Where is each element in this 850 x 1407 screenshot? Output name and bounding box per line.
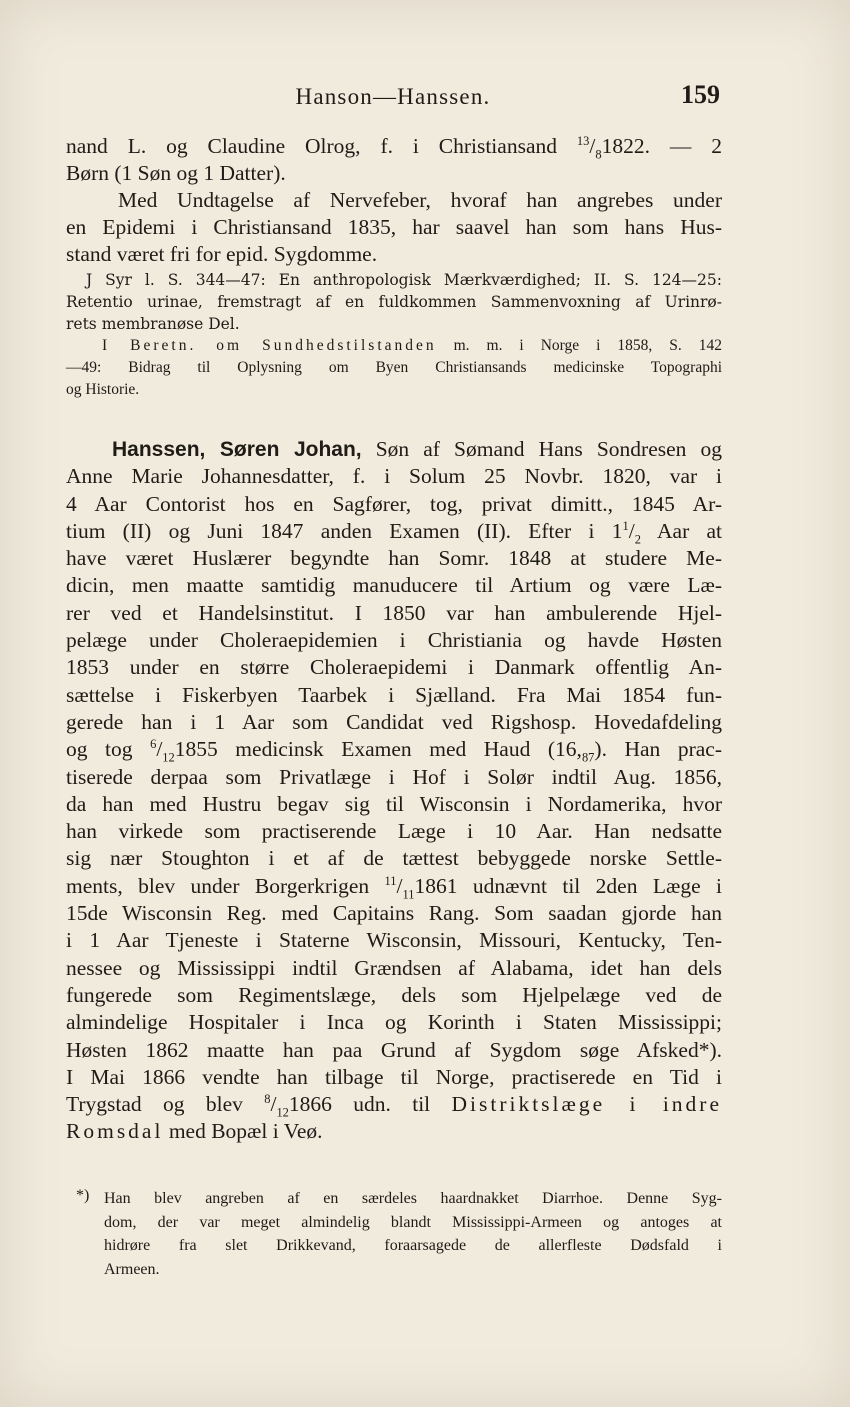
text-line: gerede han i 1 Aar som Candidat ved Rigshosp. Hovedafdeling [66, 709, 722, 734]
hanson-entry-continuation [66, 133, 722, 268]
footnote [66, 1187, 722, 1281]
text-line: Armeen. [104, 1260, 160, 1278]
text-line: sættelse i Fiskerbyen Taarbek i Sjælland. Fra Mai 1854 fun- [66, 682, 722, 707]
text-line: Med Undtagelse af Nervefeber, hvoraf han angrebes under [118, 188, 722, 212]
text-line: hidrøre fra slet Drikkevand, foraarsagede de allerfleste Dødsfald i [104, 1237, 722, 1254]
text-line: I Mai 1866 vendte han tilbage til Norge, practiserede en Tid i [66, 1064, 722, 1089]
text-line: da han med Hustru begav sig til Wisconsin i Nordamerika, hvor [66, 791, 722, 816]
text-line: dom, der var meget almindelig blandt Mississippi-Armeen og antoges at [104, 1213, 722, 1231]
text-line: Hanssen, Søren Johan, Søn af Sømand Hans Sondresen og [112, 437, 722, 461]
text-line: almindelige Hospitaler i Inca og Korinth i Staten Mississippi; [66, 1010, 722, 1035]
page-number: 159 [681, 80, 720, 109]
text-line: nand L. og Claudine Olrog, f. i Christiansand $^{13}/_81822$. — 2 [66, 133, 722, 162]
text-line: dicin, men maatte samtidig manuducere til Artium og være Læ- [66, 573, 722, 598]
running-title: Hanson—Hanssen. [295, 84, 491, 109]
text-line: 15de Wisconsin Reg. med Capitains Rang. Som saadan gjorde han [66, 901, 722, 926]
hanssen-entry [66, 436, 722, 1146]
text-line: en Epidemi i Christiansand 1835, har saavel han som hans Hus- [66, 215, 722, 239]
text-line: Trygstad og blev $^8/_{12}1866$ udn. til Distriktslæge i indre [66, 1091, 722, 1120]
text-line: og tog $^6/_{12}1855$ medicinsk Examen med Haud $(16,_{87})$. Han prac- [66, 737, 723, 765]
text-line: nessee og Mississippi indtil Grændsen af Alabama, idet han dels [66, 955, 722, 980]
text-line: Retentio urinae, fremstragt af en fuldkommen Sammenvoxning af Urinrø- [66, 293, 722, 311]
text-line: og Historie. [66, 381, 140, 398]
text-line: pelæge under Choleraepidemien i Christiania og havde Høsten [66, 628, 722, 653]
hanson-publications [66, 269, 722, 401]
text-line: sig nær Stoughton i et af de tættest bebyggede norske Settle- [66, 846, 722, 871]
page-header [66, 80, 720, 116]
text-line: Anne Marie Johannesdatter, f. i Solum 25 Novbr. 1820, var i [66, 464, 722, 489]
text-line: han virkede som practiserende Læge i 10 Aar. Han nedsatte [66, 819, 722, 844]
text-line: Børn (1 Søn og 1 Datter). [66, 161, 286, 185]
text-line: rer ved et Handelsinstitut. I 1850 var han ambulerende Hjel- [66, 600, 722, 625]
footnote-mark: *) [76, 1187, 90, 1204]
text-line: tium (II) og Juni 1847 anden Examen (II). Efter i $1^1/_2$ Aar at [66, 518, 722, 547]
text-line: stand været fri for epid. Sygdomme. [66, 242, 378, 266]
text-line: 4 Aar Contorist hos en Sagfører, tog, privat dimitt., 1845 Ar- [66, 491, 722, 516]
text-line: J Syr l. S. 344—47: En anthropologisk Mærkværdighed; II. S. 124—25: [86, 271, 722, 289]
text-line: fungerede som Regimentslæge, dels som Hjelpelæge ved de [66, 982, 722, 1007]
text-line: —49: Bidrag til Oplysning om Byen Christiansands medicinske Topographi [66, 359, 722, 376]
text-line: tiserede derpaa som Privatlæge i Hof i Solør indtil Aug. 1856, [66, 764, 722, 789]
text-line: I Beretn. om Sundhedstilstanden m. m. i Norge i 1858, S. 142 [102, 337, 722, 354]
text-line: i 1 Aar Tjeneste i Staterne Wisconsin, Missouri, Kentucky, Ten- [66, 928, 722, 953]
text-line: Høsten 1862 maatte han paa Grund af Sygdom søge Afsked*). [66, 1037, 722, 1062]
text-line: have været Huslærer begyndte han Somr. 1848 at studere Me- [66, 546, 722, 571]
text-line: rets membranøse Del. [66, 315, 240, 333]
text-line: ments, blev under Borgerkrigen $^{11}/_{11}1861$ udnævnt til 2den Læge i [66, 873, 722, 902]
text-line: 1853 under en større Choleraepidemi i Danmark offentlig An- [66, 655, 722, 680]
text-line: Romsdal med Bopæl i Veø. [66, 1119, 323, 1144]
text-line: Han blev angreben af en særdeles haardnakket Diarrhoe. Denne Syg- [104, 1190, 722, 1207]
entry-name: Hanssen, Søren Johan, [112, 438, 362, 461]
